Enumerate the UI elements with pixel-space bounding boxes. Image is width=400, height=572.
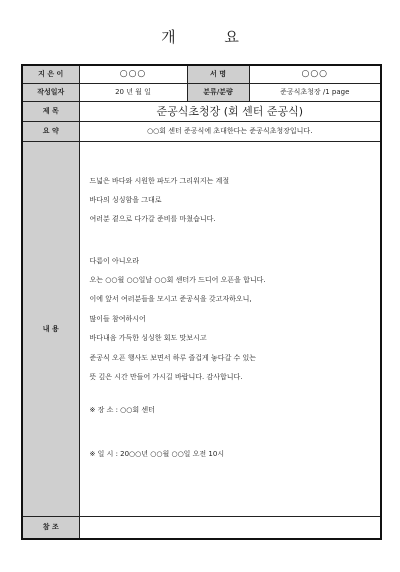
content-line: 바다내음 가득한 싱싱한 회도 맛보시고 xyxy=(89,334,207,343)
reference-value xyxy=(79,516,381,539)
subject-row xyxy=(22,101,381,121)
content-line: ※ 일 시 : 20○○년 ○○월 ○○일 오전 10시 xyxy=(89,449,225,458)
content-line: 많이들 참여하시어 xyxy=(89,314,146,323)
category-label: 분류/분량 xyxy=(187,83,249,101)
author-row xyxy=(22,65,381,83)
author-value: ○○○ xyxy=(79,65,187,83)
content-line: 바다의 싱싱함을 그대로 xyxy=(89,195,162,204)
content-line: ※ 장 소 : ○○회 센터 xyxy=(89,406,155,415)
document-title: 개 요 xyxy=(161,28,261,46)
signature-label: 서 명 xyxy=(187,65,249,83)
summary-row xyxy=(22,121,381,141)
reference-row xyxy=(22,516,381,539)
date-label: 작성일자 xyxy=(22,83,79,101)
content-cell xyxy=(79,141,381,516)
author-label: 지 은 이 xyxy=(22,65,79,83)
signature-value: ○○○ xyxy=(249,65,381,83)
subject-label: 제 목 xyxy=(22,101,79,121)
summary-value: ○○회 센터 준공식에 초대한다는 준공식초청장입니다. xyxy=(79,121,381,141)
overview-form xyxy=(21,64,382,540)
date-row xyxy=(22,83,381,101)
content-row xyxy=(22,141,381,516)
category-value: 준공식초청장 /1 page xyxy=(249,83,381,101)
date-value: 20 년 월 일 xyxy=(79,83,187,101)
content-line: 드넓은 바다와 시원한 파도가 그리워지는 계절 xyxy=(89,176,230,185)
content-line: 오는 ○○월 ○○일날 ○○회 센터가 드디어 오픈을 합니다. xyxy=(89,276,266,285)
content-line: 여러분 곁으로 다가갈 준비를 마쳤습니다. xyxy=(89,215,216,224)
reference-label: 참 조 xyxy=(22,516,79,539)
content-body xyxy=(80,142,381,460)
summary-label: 요 약 xyxy=(22,121,79,141)
content-line: 다름이 아니오라 xyxy=(89,256,140,265)
content-label: 내 용 xyxy=(22,141,79,516)
content-line: 뜻 깊은 시간 만들어 가시길 바랍니다. 감사합니다. xyxy=(89,373,243,382)
content-line: 준공식 오픈 행사도 보면서 하루 즐겁게 놓다갈 수 있는 xyxy=(89,353,257,362)
content-line: 이에 앞서 여러분들을 모시고 준공식을 갖고자하오니, xyxy=(89,295,252,304)
subject-value: 준공식초청장 (회 센터 준공식) xyxy=(79,101,381,121)
